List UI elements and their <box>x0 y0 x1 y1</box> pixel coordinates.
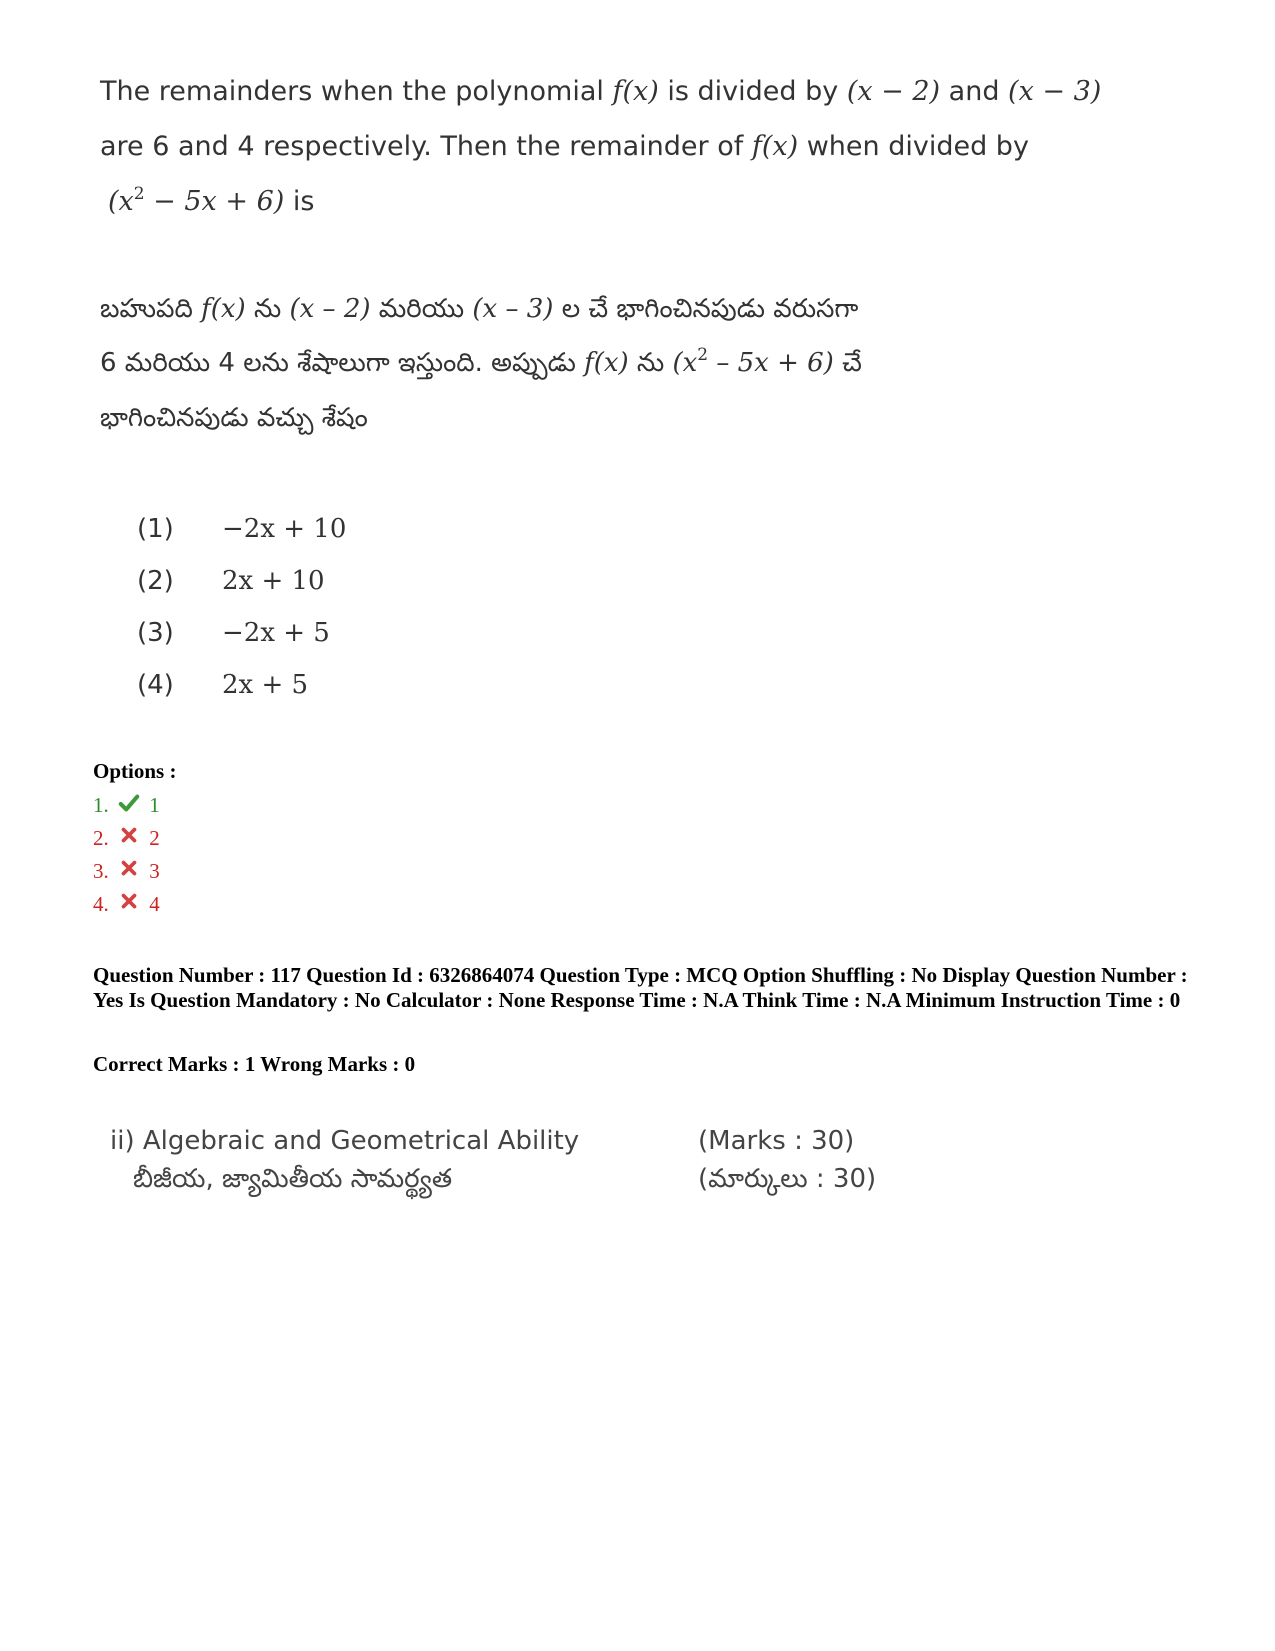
text: ను <box>628 348 673 378</box>
math-fx: f(x) <box>201 294 246 324</box>
option-3 <box>93 858 160 882</box>
question-line-1 <box>100 78 1101 105</box>
text: చే <box>833 348 862 378</box>
options-heading: Options : <box>93 759 177 783</box>
option-value: 4 <box>149 892 160 916</box>
marks-info: Correct Marks : 1 Wrong Marks : 0 <box>93 1052 416 1076</box>
option-value: 2 <box>149 826 160 850</box>
math-fx: f(x) <box>612 76 659 107</box>
telugu-line-2 <box>100 345 862 378</box>
choice-expression: 2x + 10 <box>222 566 325 596</box>
option-index: 2. <box>93 826 109 850</box>
option-1 <box>93 792 160 816</box>
question-line-2 <box>100 133 1029 160</box>
math-exponent: 2 <box>697 345 709 365</box>
section-title-telugu: బీజీయ, జ్యామితీయ సామర్థ్యత <box>133 1164 453 1194</box>
text: is <box>284 186 315 217</box>
text: is divided by <box>658 76 847 107</box>
math-quadratic-rest: – 5x + 6) <box>708 348 834 378</box>
choice-number: (2) <box>137 566 174 596</box>
math-quadratic-open: (x <box>108 186 134 217</box>
check-icon <box>118 792 140 814</box>
math-exponent: 2 <box>133 184 145 204</box>
text: మరియు <box>370 294 473 324</box>
text: and <box>940 76 1009 107</box>
option-index: 4. <box>93 892 109 916</box>
text: ల చే భాగించినపుడు వరుసగా <box>553 294 859 324</box>
math-divisor-2: (x – 3) <box>472 294 554 324</box>
math-fx: f(x) <box>584 348 629 378</box>
option-index: 3. <box>93 859 109 883</box>
text: బహుపది <box>100 294 202 324</box>
choice-expression: 2x + 5 <box>222 670 309 700</box>
cross-icon <box>118 825 140 847</box>
choice-number: (4) <box>137 670 174 700</box>
text: The remainders when the polynomial <box>100 76 613 107</box>
text: ను <box>245 294 290 324</box>
text: 6 మరియు 4 లను శేషాలుగా ఇస్తుంది. అప్పుడు <box>100 348 585 378</box>
question-line-3 <box>108 184 315 217</box>
choice-number: (1) <box>137 514 174 544</box>
math-divisor-1: (x – 2) <box>289 294 371 324</box>
option-value: 3 <box>149 859 160 883</box>
question-metadata: Question Number : 117 Question Id : 6326864074 Question Type : MCQ Option Shuffling : No Display Question Number : Yes Is Question Mandatory : No Calculator : None Response Time : N.A Think Time : N.A Minimum Instruction Time : 0 <box>93 963 1188 1012</box>
option-value: 1 <box>149 793 160 817</box>
math-divisor-1: (x − 2) <box>846 76 941 107</box>
choice-expression: −2x + 10 <box>222 514 347 544</box>
text: when divided by <box>798 131 1029 162</box>
telugu-line-1 <box>100 296 858 322</box>
math-quadratic-open: (x <box>672 348 698 378</box>
math-divisor-2: (x − 3) <box>1008 76 1102 107</box>
option-4 <box>93 891 160 915</box>
section-marks-telugu: (మార్కులు : 30) <box>698 1164 877 1194</box>
telugu-line-3: భాగించినపుడు వచ్చు శేషం <box>100 403 368 433</box>
cross-icon <box>118 891 140 913</box>
math-quadratic-rest: − 5x + 6) <box>144 186 285 217</box>
math-fx: f(x) <box>751 131 799 162</box>
section-title-english: ii) Algebraic and Geometrical Ability <box>110 1126 580 1156</box>
choice-expression: −2x + 5 <box>222 618 330 648</box>
option-index: 1. <box>93 793 109 817</box>
option-2 <box>93 825 160 849</box>
choice-number: (3) <box>137 618 174 648</box>
cross-icon <box>118 858 140 880</box>
section-marks-english: (Marks : 30) <box>698 1126 855 1156</box>
text: are 6 and 4 respectively. Then the remainder of <box>100 131 752 162</box>
